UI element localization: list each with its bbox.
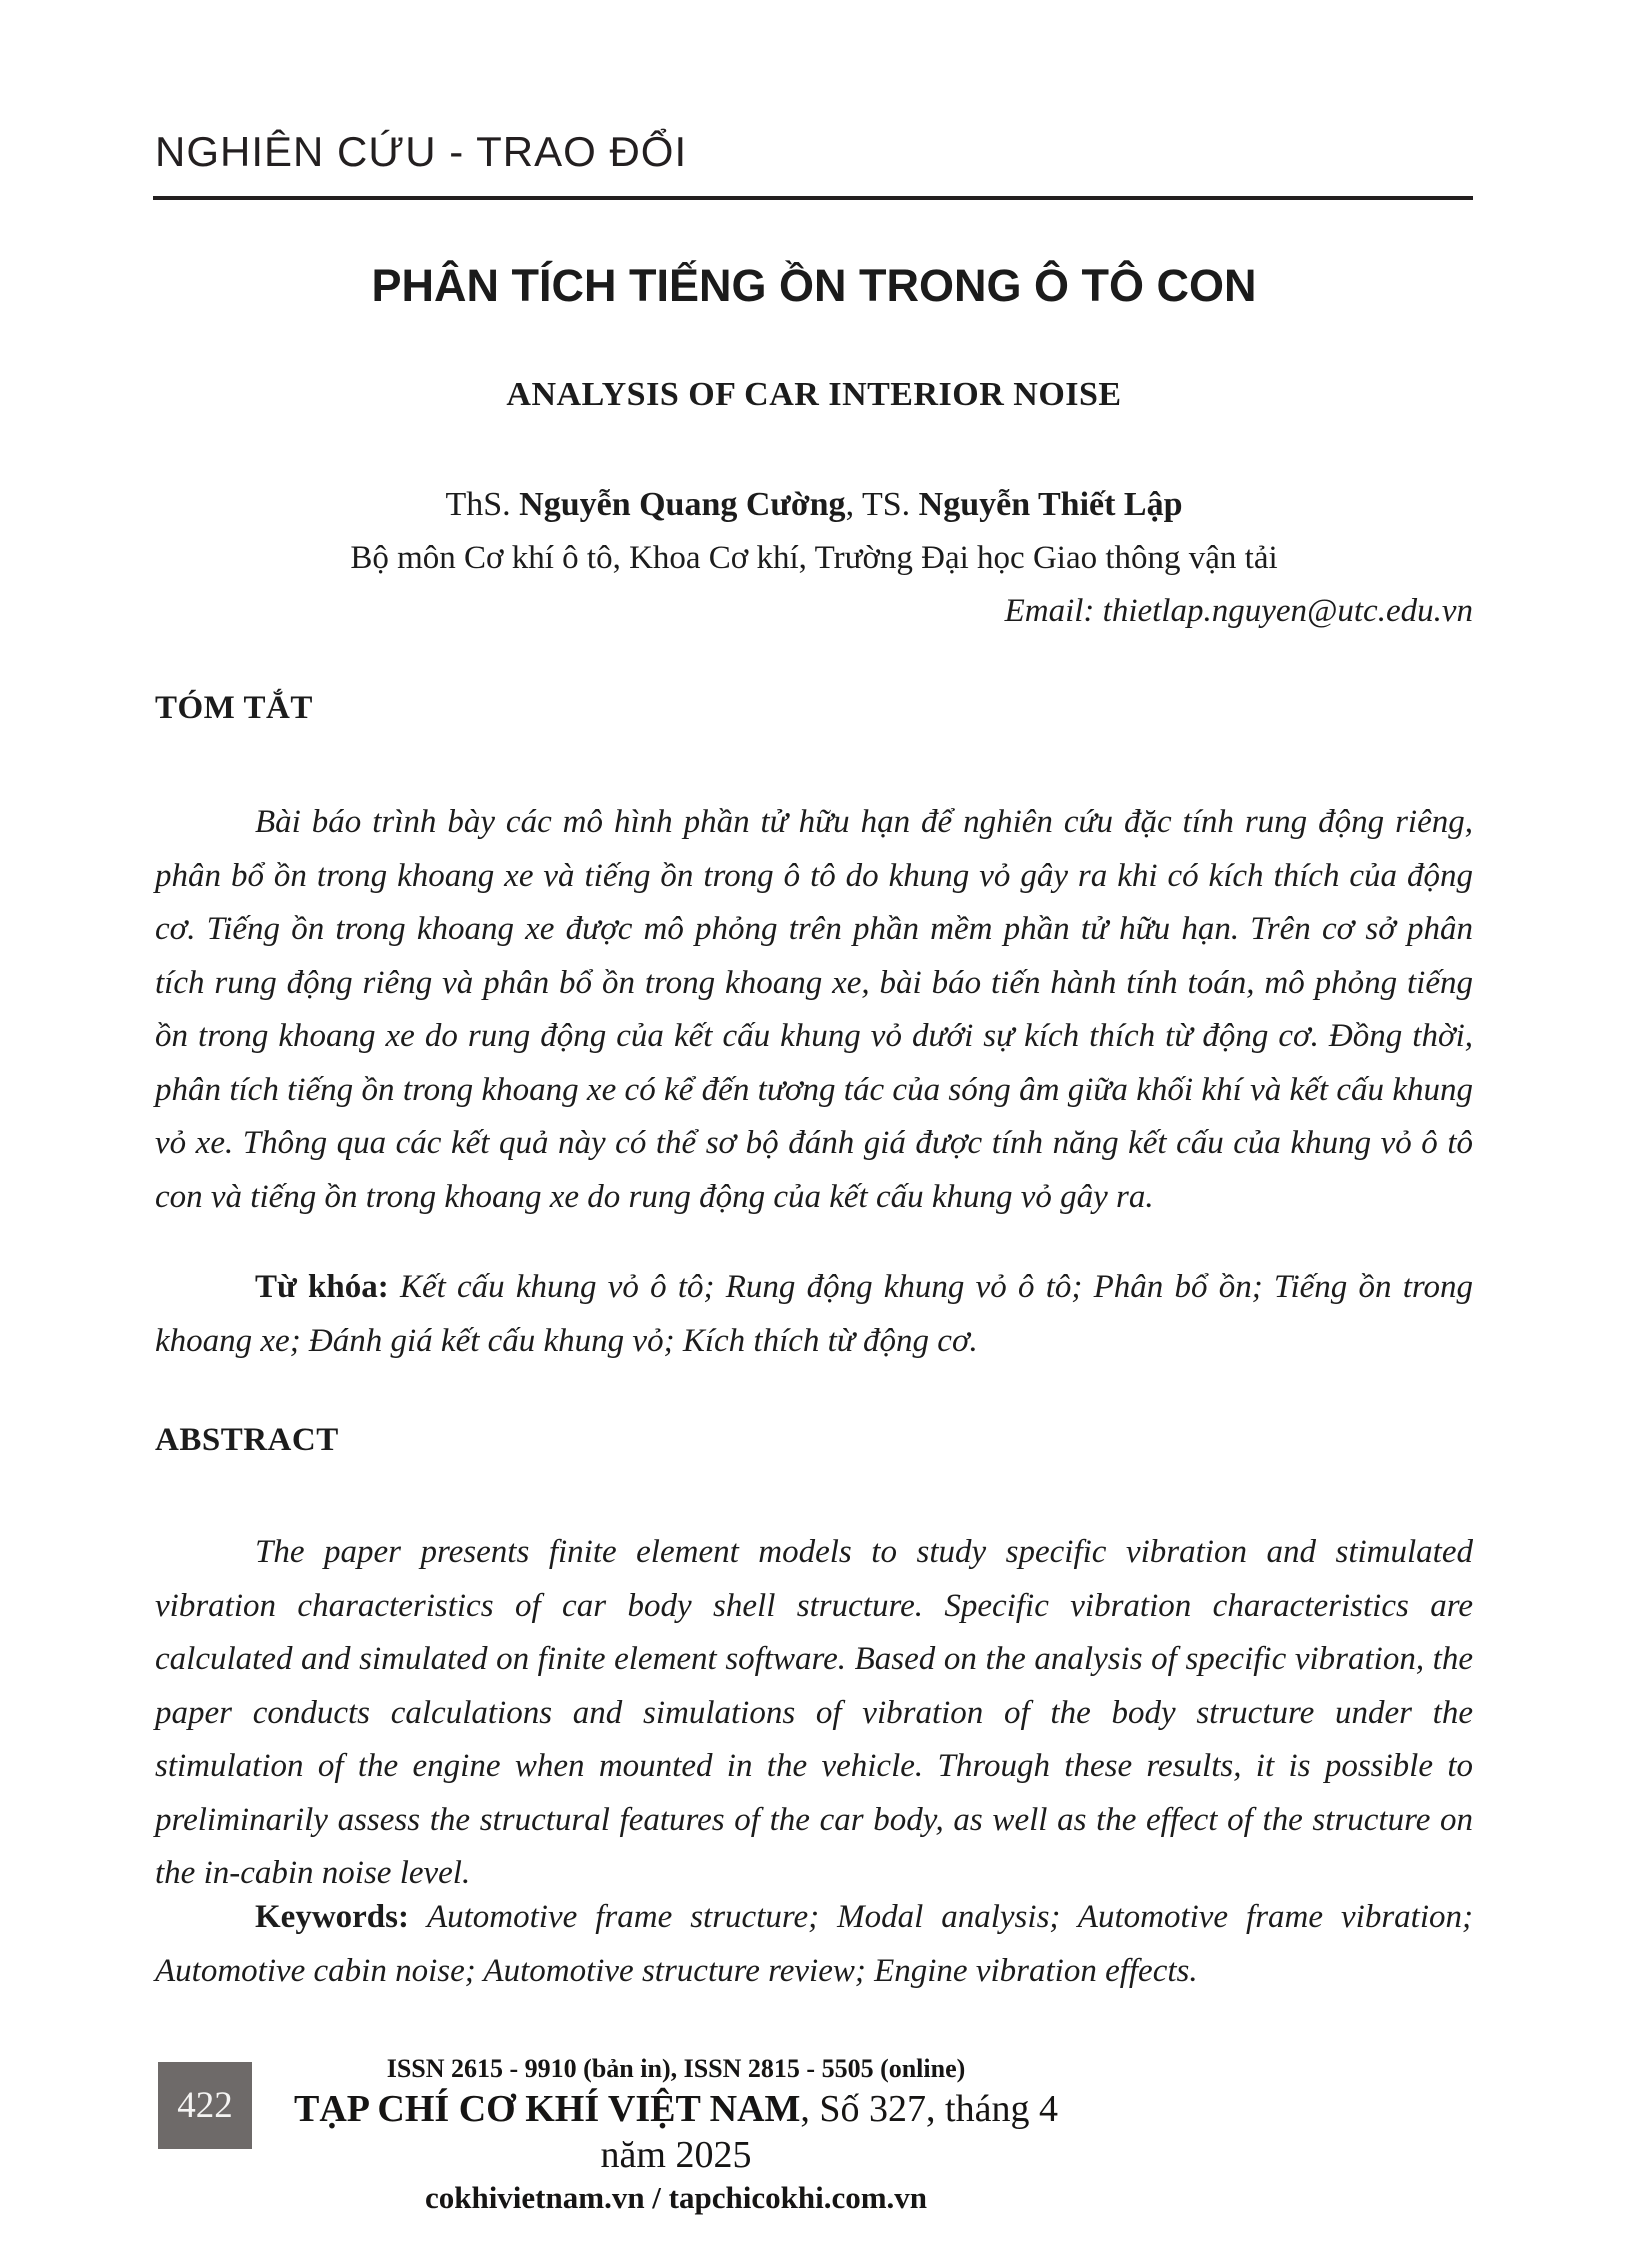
keywords-vi-label: Từ khóa: <box>255 1269 400 1305</box>
abstract-en-body: The paper presents finite element models to study specific vibration and stimulated vibration characteristics of car body shell structure. Specific vibration characteristics are calculated and simulated on finite element software. Based on the analysis of specific vibration, the paper conducts calculations and simulations of vibration of the body structure under the stimulation of the engine when mounted in the vehicle. Through these results, it is possible to preliminarily assess the structural features of the car body, as well as the effect of the structure on the in-cabin noise level. <box>155 1534 1473 1891</box>
page-number: 422 <box>177 2085 233 2126</box>
paper-title-vietnamese: PHÂN TÍCH TIẾNG ỒN TRONG Ô TÔ CON <box>371 260 1257 311</box>
footer-journal-line <box>270 2086 1082 2178</box>
affiliation-line: Bộ môn Cơ khí ô tô, Khoa Cơ khí, Trường Đại học Giao thông vận tải <box>350 540 1278 576</box>
authors-line <box>155 486 1473 524</box>
footer-issn-line: ISSN 2615 - 9910 (bản in), ISSN 2815 - 5505 (online) <box>386 2054 966 2083</box>
keywords-vi-line <box>155 1261 1473 1368</box>
footer-website-line: cokhivietnam.vn / tapchicokhi.com.vn <box>424 2180 928 2215</box>
author-prefix-1: ThS. <box>445 486 520 523</box>
abstract-en-heading: ABSTRACT <box>155 1422 339 1458</box>
footer-journal-name: TẠP CHÍ CƠ KHÍ VIỆT NAM <box>294 2088 801 2130</box>
author-name-1: Nguyễn Quang Cường <box>519 486 846 523</box>
abstract-vi-heading: TÓM TẮT <box>155 690 313 726</box>
section-label: NGHIÊN CỨU - TRAO ĐỔI <box>155 128 688 175</box>
abstract-vi-body: Bài báo trình bày các mô hình phần tử hữu hạn để nghiên cứu đặc tính rung động riêng, phân bổ ồn trong khoang xe và tiếng ồn trong ô tô do khung vỏ gây ra khi có kích thích của động cơ. Tiếng ồn trong khoang xe được mô phỏng trên phần mềm phần tử hữu hạn. Trên cơ sở phân tích rung động riêng và phân bổ ồn trong khoang xe, bài báo tiến hành tính toán, mô phỏng tiếng ồn trong khoang xe do rung động của kết cấu khung vỏ dưới sự kích thích từ động cơ. Đồng thời, phân tích tiếng ồn trong khoang xe có kể đến tương tác của sóng âm giữa khối khí và kết cấu khung vỏ xe. Thông qua các kết quả này có thể sơ bộ đánh giá được tính năng kết cấu của khung vỏ ô tô con và tiếng ồn trong khoang xe do rung động của kết cấu khung vỏ gây ra. <box>155 804 1473 1215</box>
footer <box>270 2052 1082 2218</box>
keywords-vi-text: Kết cấu khung vỏ ô tô; Rung động khung vỏ ô tô; Phân bổ ồn; Tiếng ồn trong khoang xe; Đánh giá kết cấu khung vỏ; Kích thích từ động cơ. <box>155 1269 1473 1359</box>
keywords-en-text: Automotive frame structure; Modal analysis; Automotive frame vibration; Automotive cabin noise; Automotive structure review; Engine vibration effects. <box>155 1899 1473 1989</box>
footer-issue-info: , Số 327, tháng 4 năm 2025 <box>600 2088 1058 2176</box>
email-line: Email: thietlap.nguyen@utc.edu.vn <box>1004 593 1473 629</box>
page-number-box <box>158 2062 252 2149</box>
keywords-en-line <box>155 1891 1473 1998</box>
header-divider <box>153 196 1473 200</box>
keywords-en-label: Keywords: <box>255 1899 427 1935</box>
paper-title-english: ANALYSIS OF CAR INTERIOR NOISE <box>506 376 1122 413</box>
author-separator: , TS. <box>845 486 919 523</box>
author-name-2: Nguyễn Thiết Lập <box>918 486 1183 523</box>
